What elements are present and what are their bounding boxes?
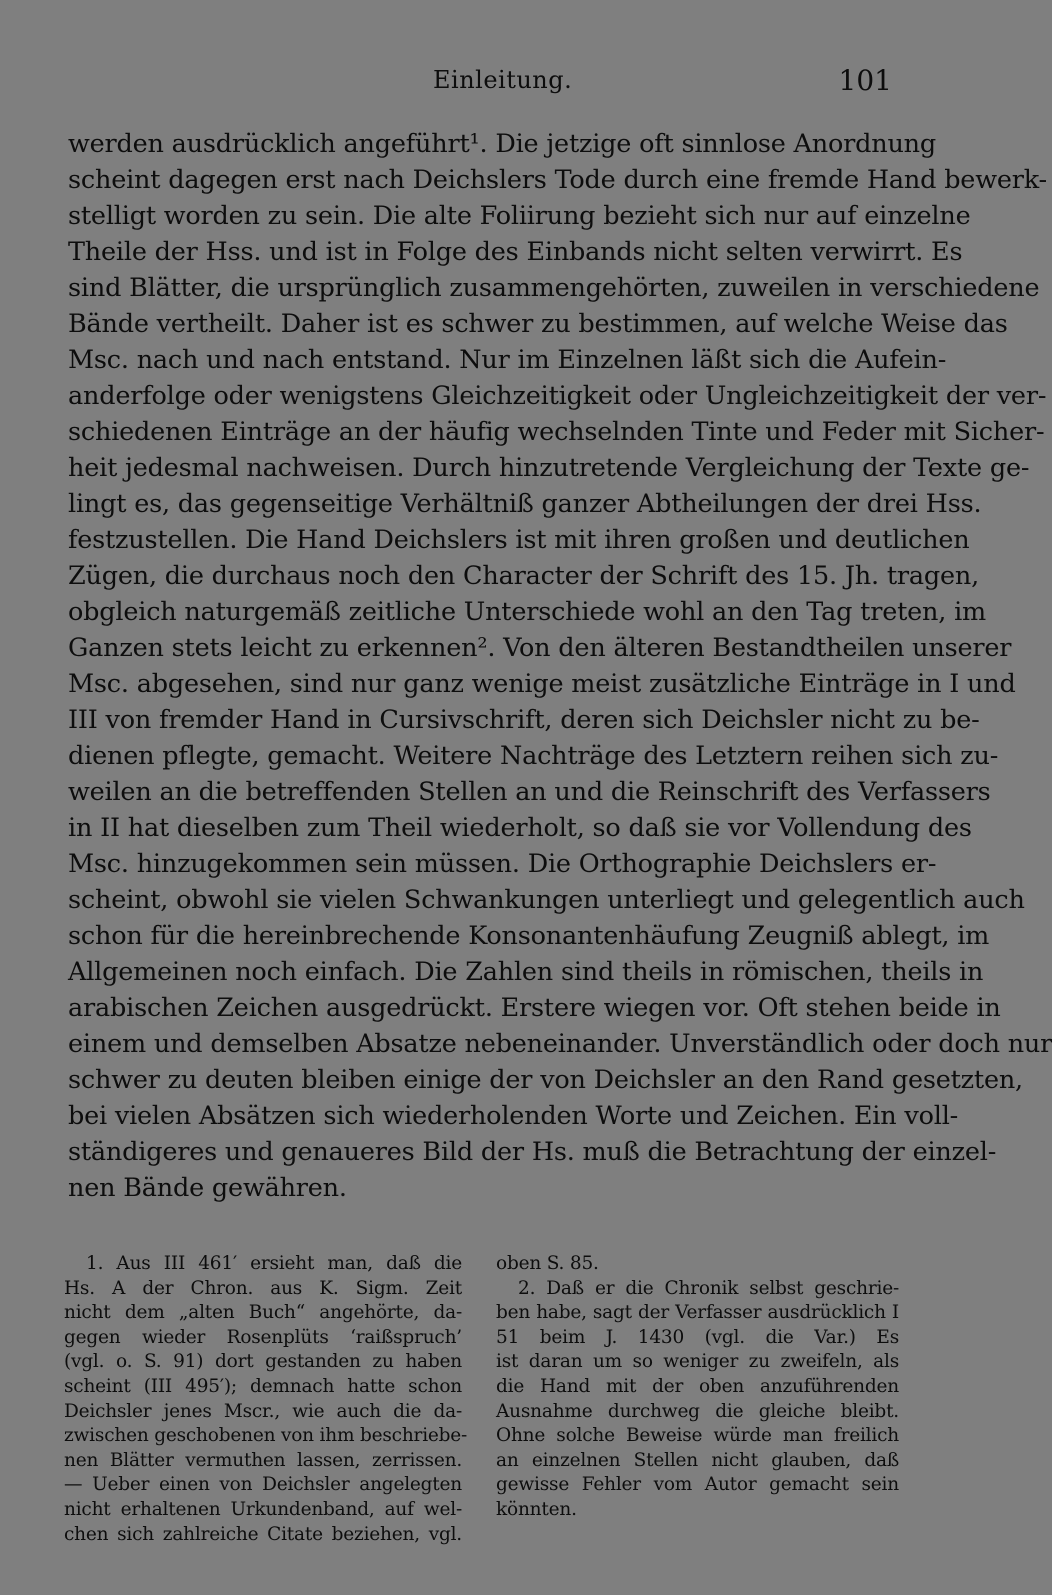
text-line: Theile der Hss. und ist in Folge des Einbands nicht selten verwirrt. Es (68, 237, 963, 267)
text-line: Msc. hinzugekommen sein müssen. Die Orthographie Deichslers er- (68, 849, 937, 879)
footnote-line: ben habe, sagt der Verfasser ausdrücklich I (496, 1302, 899, 1324)
text-line: nen Bände gewähren. (68, 1173, 347, 1203)
text-line: in II hat dieselben zum Theil wiederholt, so daß sie vor Vollendung des (68, 813, 972, 843)
footnote-line: 1. Aus III 461′ ersieht man, daß die (86, 1253, 462, 1274)
text-line: einem und demselben Absatze nebeneinander. Unverständlich oder doch nur (68, 1029, 1052, 1059)
footnote-line: an einzelnen Stellen nicht glauben, daß (496, 1449, 899, 1471)
text-line: III von fremder Hand in Cursivschrift, deren sich Deichsler nicht zu be- (68, 705, 980, 735)
footnote-line: könnten. (496, 1498, 577, 1520)
footnote-line: die Hand mit der oben anzuführenden (496, 1375, 899, 1397)
text-line: schwer zu deuten bleiben einige der von Deichsler an den Rand gesetzten, (68, 1065, 1023, 1095)
text-line: ständigeres und genaueres Bild der Hs. muß die Betrachtung der einzel- (68, 1137, 997, 1167)
footnote-line: oben S. 85. (496, 1253, 599, 1274)
footnote-line: Deichsler jenes Mscr., wie auch die da- (64, 1400, 462, 1422)
text-line: Allgemeinen noch einfach. Die Zahlen sind theils in römischen, theils in (68, 957, 984, 987)
text-line: Msc. abgesehen, sind nur ganz wenige meist zusätzliche Einträge in I und (68, 669, 1016, 699)
footnotes-right-column (496, 1252, 899, 1523)
text-line: festzustellen. Die Hand Deichslers ist mit ihren großen und deutlichen (68, 525, 970, 555)
footnote-line: 2. Daß er die Chronik selbst geschrie- (518, 1277, 899, 1299)
text-line: Msc. nach und nach entstand. Nur im Einzelnen läßt sich die Aufein- (68, 345, 947, 375)
text-line: Ganzen stets leicht zu erkennen². Von den älteren Bestandtheilen unserer (68, 633, 1012, 663)
running-title: Einleitung. (433, 66, 573, 94)
text-line: heit jedesmal nachweisen. Durch hinzutretende Vergleichung der Texte ge- (68, 453, 1030, 483)
text-line: stelligt worden zu sein. Die alte Foliirung bezieht sich nur auf einzelne (68, 201, 971, 231)
footnote-line: Hs. A der Chron. aus K. Sigm. Zeit (64, 1277, 462, 1299)
footnote-line: gewisse Fehler vom Autor gemacht sein (496, 1474, 899, 1496)
text-line: werden ausdrücklich angeführt¹. Die jetzige oft sinnlose Anordnung (68, 129, 937, 159)
footnote-line: — Ueber einen von Deichsler angelegten (64, 1474, 462, 1496)
text-line: obgleich naturgemäß zeitliche Unterschiede wohl an den Tag treten, im (68, 597, 987, 627)
footnote-line: scheint (III 495′); demnach hatte schon (64, 1375, 462, 1397)
footnote-line: Ohne solche Beweise würde man freilich (496, 1425, 899, 1447)
text-line: weilen an die betreffenden Stellen an und die Reinschrift des Verfassers (68, 777, 991, 807)
footnotes (64, 1252, 899, 1545)
footnote-line: chen sich zahlreiche Citate beziehen, vgl. (64, 1523, 462, 1545)
text-line: Bände vertheilt. Daher ist es schwer zu bestimmen, auf welche Weise das (68, 309, 1008, 339)
text-line: sind Blätter, die ursprünglich zusammengehörten, zuweilen in verschiedene (68, 273, 1040, 303)
text-line: schiedenen Einträge an der häufig wechselnden Tinte und Feder mit Sicher- (68, 417, 1045, 447)
footnote-line: ist daran um so weniger zu zweifeln, als (496, 1351, 899, 1373)
main-text (68, 126, 1052, 1206)
footnote-line: zwischen geschobenen von ihm beschriebe- (64, 1425, 468, 1447)
footnote-line: gegen wieder Rosenplüts ‘raißspruch’ (64, 1326, 462, 1348)
footnote-line: nen Blätter vermuthen lassen, zerrissen. (64, 1449, 462, 1471)
footnotes-left-column (64, 1252, 468, 1547)
text-line: dienen pflegte, gemacht. Weitere Nachträge des Letztern reihen sich zu- (68, 741, 999, 771)
text-line: scheint dagegen erst nach Deichslers Tode durch eine fremde Hand bewerk- (68, 165, 1047, 195)
text-line: Zügen, die durchaus noch den Character der Schrift des 15. Jh. tragen, (68, 561, 980, 591)
footnote-line: Ausnahme durchweg die gleiche bleibt. (496, 1400, 899, 1422)
text-line: anderfolge oder wenigstens Gleichzeitigkeit oder Ungleichzeitigkeit der ver- (68, 381, 1047, 411)
footnote-line: (vgl. o. S. 91) dort gestanden zu haben (64, 1351, 462, 1373)
footnote-line: nicht dem „alten Buch“ angehörte, da- (64, 1302, 462, 1324)
text-line: lingt es, das gegenseitige Verhältniß ganzer Abtheilungen der drei Hss. (68, 489, 982, 519)
page-number: 101 (838, 64, 892, 97)
footnote-line: 51 beim J. 1430 (vgl. die Var.) Es (496, 1326, 899, 1348)
text-line: bei vielen Absätzen sich wiederholenden Worte und Zeichen. Ein voll- (68, 1101, 959, 1131)
footnote-line: nicht erhaltenen Urkundenband, auf wel- (64, 1498, 462, 1520)
text-line: arabischen Zeichen ausgedrückt. Erstere wiegen vor. Oft stehen beide in (68, 993, 1001, 1023)
text-line: scheint, obwohl sie vielen Schwankungen unterliegt und gelegentlich auch (68, 885, 1025, 915)
text-line: schon für die hereinbrechende Konsonantenhäufung Zeugniß ablegt, im (68, 921, 990, 951)
page-header (0, 62, 1000, 102)
